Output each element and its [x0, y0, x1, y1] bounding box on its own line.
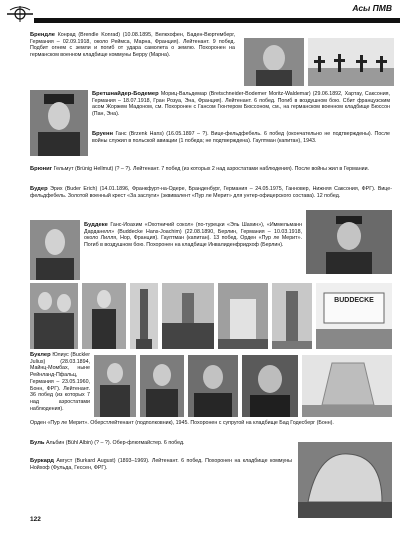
photo-memorial-stone	[218, 283, 268, 349]
photo-column-monument	[130, 283, 158, 349]
photo-pilot-standing	[82, 283, 126, 349]
photo-buddecke-memorial	[316, 283, 392, 349]
entry-buhl: Буль Альбин (Bühl Albin) (? – ?). Обер-флюгмайстер. 6 побед.	[30, 440, 185, 446]
photo-buckler-gravestone	[302, 355, 392, 417]
entry-brunig: Брюниг Гельмут (Brünig Hellmut) (? – ?). Лейтенант. 7 побед (из которых 2 над аэростатами наблюдения). После войны жил в Германии.	[30, 166, 370, 172]
entry-buckler-continuation: Орден «Пур ле Мерит». Оберстлейтенант (подполковник), 1945. Похоронен с супругой на кладбище Бад Годесберг (Бонн).	[30, 420, 334, 426]
photo-buddecke-portrait	[30, 220, 80, 280]
photo-buckler-portrait-1	[94, 355, 136, 417]
photo-buckler-portrait-3	[188, 355, 238, 417]
entry-buckler: Буклер Юлиус (Buckler Julius) (28.03.1894, Майнц-Момбах, ныне Рейнланд-Пфальц, Германия – 23.05.1960, Бонн, ФРГ). Лейтенант. 36 побед (из которых 7 над аэростатами наблюдения).	[30, 352, 90, 412]
entry-brendle: Брендле Конрад (Brendle Konrad) (10.08.1895, Велкхофен, Баден-Вюртемберг, Германия – 02.09.1918, около Реймса, Марна, Франция). Лейтенант. 9 побед. Подбит огнем с земли и погиб от удара самолета о землю. Похоронен на германском военном кладбище коммуны Берру (Марна).	[30, 32, 235, 59]
section-title: Асы ПМВ	[352, 3, 392, 13]
entry-brzenk: Бруенн Ганс (Brzenk Hans) (16.05.1897 – ?). Вице-фельдфебель. 6 побед (окончательно не подтверждены). После войны служил в польской авиации (1 победа; не подтверждена). Гауптман (капитан), 1943.	[92, 131, 390, 144]
propeller-logo-icon	[6, 4, 34, 24]
photo-plaque-post	[272, 283, 312, 349]
photo-funeral-procession	[162, 283, 214, 349]
entry-burkard: Буркард Август (Burkard August) (1893–1969). Лейтенант. 6 побед. Похоронен на кладбище коммуны Нойхоф (Фульда, Гессен, ФРГ).	[30, 458, 292, 471]
photo-burkard-grave-rock	[298, 442, 392, 518]
photo-buckler-portrait-4	[242, 355, 298, 417]
photo-bretschneider-portrait	[30, 90, 88, 156]
header-rule	[34, 18, 400, 23]
photo-buckler-portrait-2	[140, 355, 184, 417]
photo-two-pilots	[30, 283, 78, 349]
entry-bretschneider: Бретшнайдер-Бодемер Мориц-Вальдемар (Bretschneider-Bodemer Moritz-Waldemar) (29.06.1892, Хартау, Саксония, Германия – 18.07.1918, Гран Розуа, Эна, Франция). Лейтенант. 6 побед. Погиб в воздушном бою. Сбит французским асом Жоржем Мадоном, см. Похоронен с Гансом Гюнтером Бюссоном, см., на германском военном кладбище Бюссон (Пан, Эна).	[92, 91, 390, 118]
photo-brendle-portrait	[244, 38, 304, 86]
photo-cemetery-crosses	[308, 38, 394, 86]
entry-buder: Будер Эрих (Buder Erich) (14.01.1896, Франкфурт-на-Одере, Бранденбург, Германия – 24.05.1975, Ганновер, Нижняя Саксония, ФРГ). Вице-фельдфебель. Золотой военный крест «За заслуги» (эквивалент «Пур ле Мерит» для унтер-офицерского состава). 12 побед.	[30, 186, 392, 199]
photo-officer-with-cap	[306, 210, 392, 274]
page-header	[0, 0, 400, 26]
memorial-plaque-text: BUDDECKE	[334, 297, 374, 304]
entry-buddecke: Буддеке Ганс-Иоахим «Охотничий сокол» (по-турецки «Эль Шахин»), «Иммельманн Дарданелл» (Buddecke Hans-Joachim) (22.08.1890, Берлин, Германия – 10.03.1918, около Лилля, Нор, Франция). Гауптман (капитан). 13 побед. Орден «Пур ле Мерит». Погиб в воздушном бою. Похоронен на кладбище Инвалиденфридхоф (Берлин).	[84, 222, 302, 249]
page-number: 122	[30, 516, 41, 523]
